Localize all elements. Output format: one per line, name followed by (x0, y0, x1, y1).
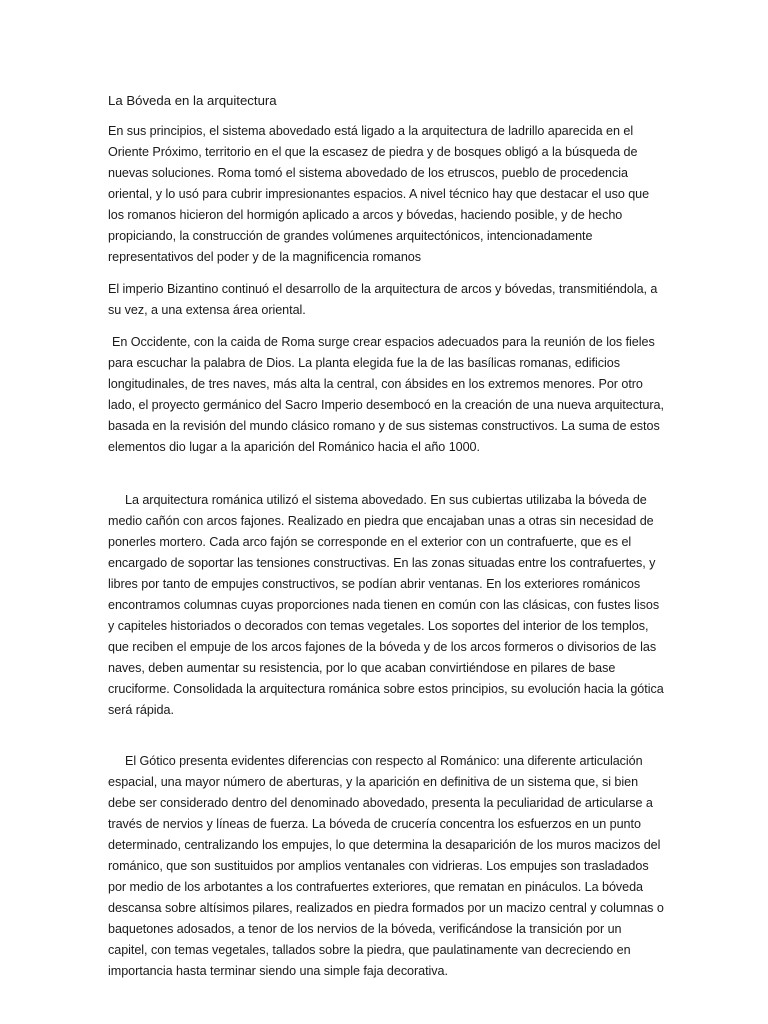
document-body (108, 90, 664, 993)
paragraph-gothic: El Gótico presenta evidentes diferencias con respecto al Románico: una diferente articulación espacial, una mayor número de aberturas, y la aparición en definitiva de un sistema que, si bien debe ser considerado dentro del denominado abovedado, presenta la peculiaridad de articularse a través de nervios y líneas de fuerza. La bóveda de crucería concentra los esfuerzos en un punto determinado, centralizando los empujes, lo que determina la desaparición de los muros macizos del románico, que son sustituidos por amplios ventanales con vidrieras. Los empujes son trasladados por medio de los arbotantes a los contrafuertes exteriores, que rematan en pináculos. La bóveda descansa sobre altísimos pilares, realizados en piedra formados por un macizo central y columnas o baquetones adosados, a tenor de los nervios de la bóveda, verificándose la transición por un capitel, con temas vegetales, tallados sobre la piedra, que paulatinamente van decreciendo en importancia hasta terminar siendo una simple faja decorativa. (108, 754, 664, 978)
paragraph-byzantine: El imperio Bizantino continuó el desarrollo de la arquitectura de arcos y bóvedas, transmitiéndola, a su vez, a una extensa área oriental. (108, 282, 658, 317)
paragraph-romanesque: La arquitectura románica utilizó el sistema abovedado. En sus cubiertas utilizaba la bóveda de medio cañón con arcos fajones. Realizado en piedra que encajaban unas a otras sin necesidad de ponerles mortero. Cada arco fajón se corresponde en el exterior con un contrafuerte, que es el encargado de soportar las tensiones constructivas. En las zonas situadas entre los contrafuertes, y libres por tanto de empujes constructivos, se podían abrir ventanas. En los exteriores románicos encontramos columnas cuyas proporciones nada tienen en común con las clásicas, con fustes lisos y capiteles historiados o decorados con temas vegetales. Los soportes del interior de los templos, que reciben el empuje de los arcos fajones de la bóveda y de los arcos formeros o divisorios de las naves, deben aumentar su resistencia, por lo que acaban convirtiéndose en pilares de base cruciforme. Consolidada la arquitectura románica sobre estos principios, su evolución hacia la gótica será rápida. (108, 493, 664, 717)
paragraph-origins: En sus principios, el sistema abovedado está ligado a la arquitectura de ladrillo aparecida en el Oriente Próximo, territorio en el que la escasez de piedra y de bosques obligó a la búsqueda de nuevas soluciones. Roma tomó el sistema abovedado de los etruscos, pueblo de procedencia oriental, y lo usó para cubrir impresionantes espacios. A nivel técnico hay que destacar el uso que los romanos hicieron del hormigón aplicado a arcos y bóvedas, haciendo posible, y de hecho propiciando, la construcción de grandes volúmenes arquitectónicos, intencionadamente representativos del poder y de la magnificencia romanos (108, 124, 650, 264)
paragraph-occident: En Occidente, con la caida de Roma surge crear espacios adecuados para la reunión de los fieles para escuchar la palabra de Dios. La planta elegida fue la de las basílicas romanas, edificios longitudinales, de tres naves, más alta la central, con ábsides en los extremos menores. Por otro lado, el proyecto germánico del Sacro Imperio desembocó en la creación de una nueva arquitectura, basada en la revisión del mundo clásico romano y de sus sistemas constructivos. La suma de estos elementos dio lugar a la aparición del Románico hacia el año 1000. (108, 335, 664, 454)
document-title: La Bóveda en la arquitectura (108, 93, 277, 108)
